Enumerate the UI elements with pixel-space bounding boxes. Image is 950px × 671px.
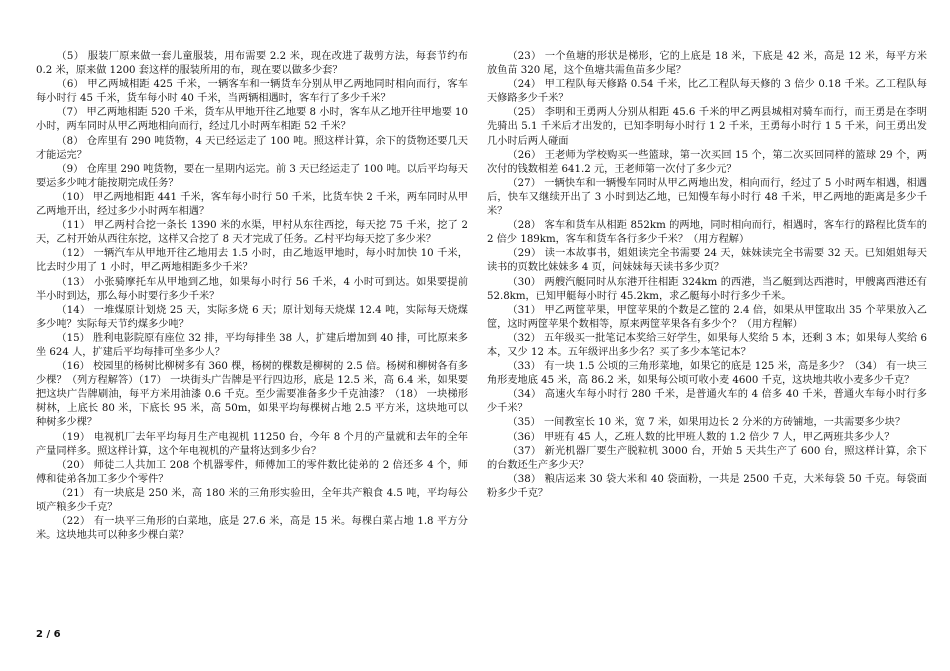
problem-item: （12） 一辆汽车从甲地开往乙地用去 1.5 小时，由乙地返甲地时，每小时加快 10 千米，比去时少用了 1 小时，甲乙两地相距多少千米？ xyxy=(36,248,468,274)
problem-item: （6） 甲乙两城相距 425 千米，一辆客车和一辆货车分别从甲乙两地同时相向而行，客车每小时行 45 千米，货车每小时 40 千米，当两辆相遇时，客车行了多少千米？ xyxy=(36,79,468,105)
problem-item: （21） 有一块底是 250 米，高 180 米的三角形实验田，全年共产粮食 4.5 吨，平均每公顷产粮多少千克？ xyxy=(36,487,468,513)
problem-item: （5） 服装厂原来做一套儿童服装，用布需要 2.2 米，现在改进了裁剪方法，每套节约布 0.2 米，原来做 1200 套这样的服装所用的布，现在要以做多少套？ xyxy=(36,51,468,77)
left-column xyxy=(36,50,468,543)
problem-item: （30） 两艘汽艇同时从东港开往相距 324km 的西港，当乙艇到达西港时，甲艘离西港还有 52.8km，已知甲艇每小时行 45.2km，求乙艇每小时行多少千米。 xyxy=(487,276,927,302)
problem-item: （33） 有一块 1.5 公顷的三角形菜地，如果它的底是 125 米，高是多少？（34） 有一块三角形麦地底 45 米，高 86.2 米，如果每公顷可收小麦 4600 千克，这块地共收小麦多少千克？ xyxy=(487,361,927,387)
problem-item: （13） 小张骑摩托车从甲地到乙地，如果每小时行 56 千米，4 小时可到达。如果要提前半小时到达，那么每小时要行多少千米？ xyxy=(36,276,468,302)
problem-item: （25） 李明和王勇两人分别从相距 45.6 千米的甲乙两县城相对骑车而行，而王勇是在李明先骑出 5.1 千米后才出发的，已知李明每小时行 1 2 千米，王勇每小时行 1 5 千米，问王勇出发几小时后两人碰面 xyxy=(487,107,927,147)
problem-item: （36） 甲班有 45 人，乙班人数的比甲班人数的 1.2 倍少 7 人，甲乙两班共多少人？ xyxy=(507,431,895,443)
problem-item: （22） 有一块平三角形的白菜地，底是 27.6 米，高是 15 米。每棵白菜占地 1.8 平方分米。这块地共可以种多少棵白菜？ xyxy=(36,516,468,542)
problem-item: （34） 高速火车每小时行 280 千米，是普通火车的 4 倍多 40 千米，普通火车每小时行多少千米？ xyxy=(487,389,927,415)
problem-item: （10） 甲乙两地相距 441 千米，客车每小时行 50 千米，比货车快 2 千米，两车同时从甲乙两地开出，经过多少小时两车相遇？ xyxy=(36,191,468,218)
problem-item: （35） 一间教室长 10 米，宽 7 米，如果用边长 2 分米的方砖铺地，一共需要多少块？ xyxy=(507,417,906,429)
problem-item: （29） 读一本故事书，姐姐读完全书需要 24 天，妹妹读完全书需要 32 天。已知姐姐每天读书的页数比妹妹多 4 页，问妹妹每天读书多少页？ xyxy=(487,248,927,274)
problem-item: （19） 电视机厂去年平均每月生产电视机 11250 台，今年 8 个月的产量就和去年的全年产量同样多。照这样计算，这个年电视机的产量将达到多少台？ xyxy=(36,431,468,457)
problem-item: （16） 校园里的杨树比柳树多有 360 棵，杨树的棵数是柳树的 2.5 倍。杨树和柳树各有多少棵？（列方程解答）（17） 一块街头广告牌是平行四边形，底是 12.5 米，高 6.4 米，如果要把这块广告牌刷油，每平方米用油漆 0.6 千克。至少需要准备多少千克油漆？（18） 一块梯形树林，上底长 80 米，下底长 95 米，高 50m，如果平均每棵树占地 2.5 平方米，这块地可以种树多少棵？ xyxy=(36,361,468,429)
problem-item: （7） 甲乙两地相距 520 千米，货车从甲地开往乙地要 8 小时，客车从乙地开往甲地要 10 小时，两车同时从甲乙两地相向而行，经过几小时两车相距 52 千米？ xyxy=(36,107,468,133)
problem-item: （8） 仓库里有 290 吨货物，4 天已经运走了 100 吨。照这样计算，余下的货物还要几天才能运完？ xyxy=(36,135,468,161)
problem-item: （26） 王老师为学校购买一些篮球，第一次买回 15 个，第二次买回同样的篮球 29 个，两次付的钱数相差 641.2 元，王老师第一次付了多少元？ xyxy=(487,149,927,175)
right-column xyxy=(487,50,927,501)
problem-item: （32） 五年级买一批笔记本奖给三好学生，如果每人奖给 5 本，还剩 3 本；如果每人奖给 6 本，又少 12 本。五年级评出多少名？买了多少本笔记本？ xyxy=(487,332,927,358)
problem-item: （27） 一辆快车和一辆慢车同时从甲乙两地出发，相向而行，经过了 5 小时两车相遇，相遇后，快车又继续开出了 3 小时到达乙地，已知慢车每小时行 48 千米，甲乙两地的距离是多少千米？ xyxy=(487,177,927,218)
problem-item: （24） 甲工程队每天修路 0.54 千米，比乙工程队每天修的 3 倍少 0.18 千米。乙工程队每天修路多少千米？ xyxy=(487,79,927,105)
problem-item: （31） 甲乙两筐苹果，甲筐苹果的个数是乙筐的 2.4 倍，如果从甲筐取出 35 个苹果放入乙筐，这时两筐苹果个数相等，原来两筐苹果各有多少个？（用方程解） xyxy=(487,304,927,330)
problem-item: （14） 一堆煤原计划烧 25 天，实际多烧 6 天；原计划每天烧煤 12.4 吨，实际每天烧煤多少吨？实际每天节约煤多少吨？ xyxy=(36,304,468,330)
problem-item: （9） 仓库里 290 吨货物，要在一星期内运完。前 3 天已经运走了 100 吨。以后平均每天要运多少吨才能按期完成任务？ xyxy=(36,163,468,189)
problem-item: （11） 甲乙两村合挖一条长 1390 米的水渠，甲村从东往西挖，每天挖 75 千米，挖了 2 天，乙村开始从西往东挖，这样又合挖了 8 天才完成了任务。乙村平均每天挖了多少米？ xyxy=(36,220,468,246)
page-number: 2 / 6 xyxy=(36,629,61,640)
problem-item: （38） 粮店运来 30 袋大米和 40 袋面粉，一共是 2500 千克，大米每袋 50 千克。每袋面粉多少千克？ xyxy=(487,473,927,499)
problem-item: （20） 师徒二人共加工 208 个机器零件，师傅加工的零件数比徒弟的 2 倍还多 4 个，师傅和徒弟各加工多少个零件？ xyxy=(36,459,468,485)
problem-item: （28） 客车和货车从相距 852km 的两地，同时相向而行，相遇时，客车行的路程比货车的 2 倍少 189km，客车和货车各行多少千米？（用方程解） xyxy=(487,220,927,246)
problem-item: （37） 新光机器厂要生产脱粒机 3000 台，开始 5 天共生产了 600 台，照这样计算，余下的台数还生产多少天？ xyxy=(487,445,927,471)
problem-item: （23） 一个鱼塘的形状是梯形，它的上底是 18 米，下底是 42 米，高是 12 米，每平方米放鱼苗 320 尾，这个鱼塘共需鱼苗多少尾？ xyxy=(487,51,927,77)
problem-item: （15） 胜利电影院原有座位 32 排，平均每排坐 38 人，扩建后增加到 40 排，可比原来多坐 624 人，扩建后平均每排可坐多少人？ xyxy=(36,332,468,358)
